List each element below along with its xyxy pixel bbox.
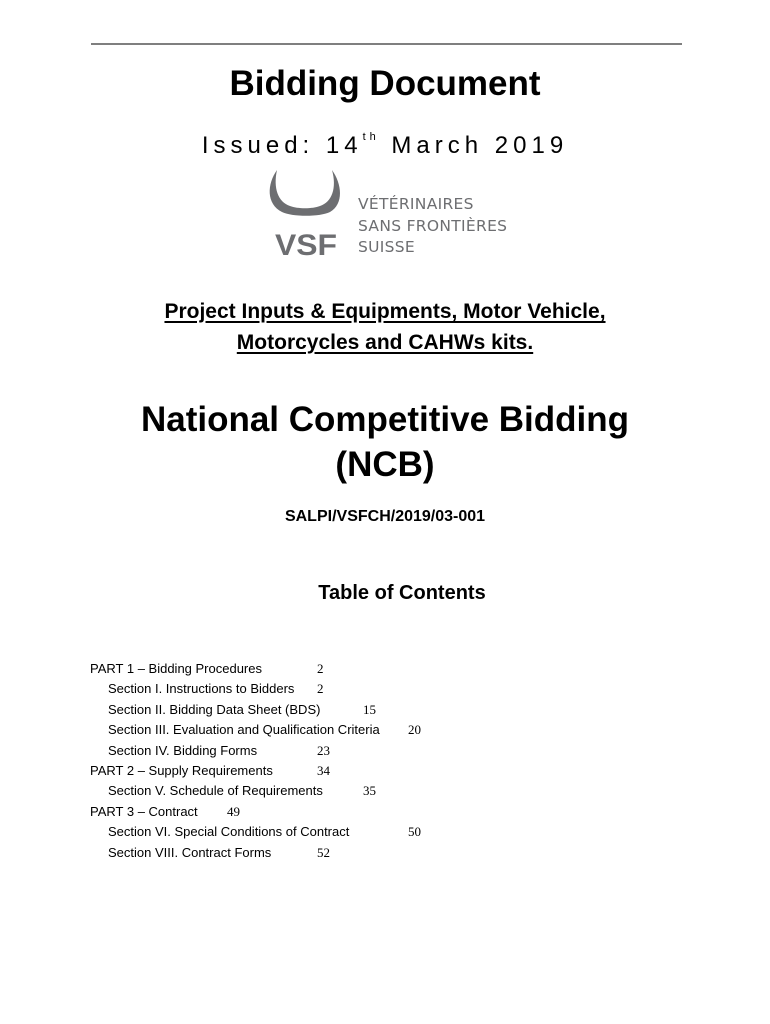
toc-entry-page: 23 (317, 742, 330, 758)
issue-date-ordinal: th (362, 131, 380, 143)
logo-line-1: VÉTÉRINAIRES (358, 195, 474, 213)
toc-entry-page: 49 (227, 803, 240, 819)
toc-entry-page: 2 (317, 681, 324, 697)
toc-entry-label: Section VI. Special Conditions of Contract (108, 824, 350, 840)
toc-entry-page: 20 (408, 722, 421, 738)
toc-entry-label: Section IV. Bidding Forms (108, 742, 258, 758)
logo-line-3: SUISSE (358, 238, 416, 256)
issue-date-suffix: March 2019 (379, 132, 569, 159)
toc-entry-label: PART 3 – Contract (90, 803, 198, 819)
toc-entry-label: Section V. Schedule of Requirements (108, 783, 323, 799)
vsf-logo (262, 166, 522, 262)
toc-entry-section-5[interactable] (90, 781, 510, 801)
toc-entry-label: PART 1 – Bidding Procedures (90, 661, 262, 676)
bidding-type-line-1: National Competitive Bidding (140, 400, 630, 439)
project-title-line-2: Motorcycles and CAHWs kits. (236, 331, 534, 354)
toc-entry-section-3[interactable] (90, 720, 510, 740)
bidding-type-heading (0, 397, 770, 487)
project-title-line-1: Project Inputs & Equipments, Motor Vehicle, (164, 300, 606, 323)
table-of-contents (90, 659, 510, 863)
toc-entry-page: 35 (363, 783, 376, 799)
toc-entry-part-3[interactable] (90, 802, 510, 822)
toc-entry-label: Section I. Instructions to Bidders (108, 681, 295, 697)
toc-entry-part-2[interactable] (90, 761, 510, 781)
reference-number: SALPI/VSFCH/2019/03-001 (284, 508, 486, 525)
document-title: Bidding Document (229, 64, 541, 103)
toc-entry-section-1[interactable] (90, 679, 510, 699)
toc-entry-part-1[interactable] (90, 659, 510, 679)
toc-entry-section-6[interactable] (90, 822, 510, 842)
issue-date (0, 121, 770, 162)
toc-entry-label: PART 2 – Supply Requirements (90, 762, 273, 778)
logo-abbr: VSF (275, 229, 337, 262)
bidding-type-line-2: (NCB) (335, 445, 435, 484)
toc-entry-label: Section III. Evaluation and Qualification Criteria (108, 722, 380, 738)
project-title (0, 296, 770, 358)
toc-entry-section-2[interactable] (90, 700, 510, 720)
toc-entry-page: 34 (317, 762, 330, 778)
toc-entry-label: Section VIII. Contract Forms (108, 844, 272, 860)
toc-entry-label: Section II. Bidding Data Sheet (BDS) (108, 701, 321, 717)
issue-date-prefix: Issued: 14 (201, 132, 363, 159)
toc-entry-page: 50 (408, 824, 421, 840)
logo-line-2: SANS FRONTIÈRES (358, 216, 508, 235)
toc-entry-section-8[interactable] (90, 843, 510, 863)
top-divider (91, 43, 682, 45)
vsf-horns-logo-icon (262, 166, 352, 262)
logo-wordmark (358, 194, 507, 259)
toc-heading: Table of Contents (318, 582, 486, 604)
toc-entry-page: 15 (363, 701, 376, 717)
toc-entry-page: 52 (317, 844, 330, 860)
toc-entry-page: 2 (317, 661, 324, 676)
toc-entry-section-4[interactable] (90, 741, 510, 761)
